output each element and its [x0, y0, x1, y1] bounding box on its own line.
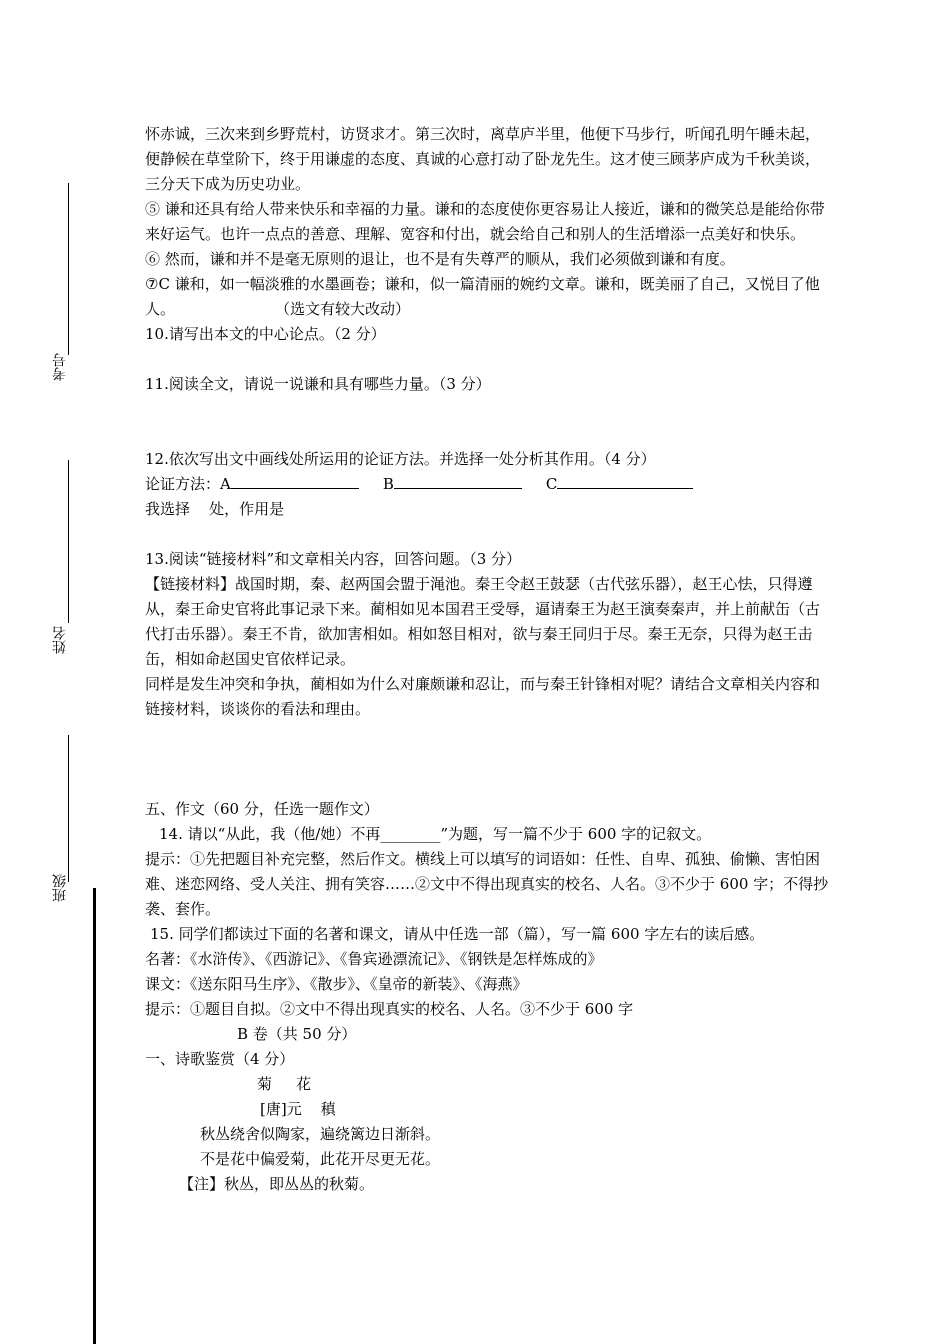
binding-rule: [93, 888, 96, 1344]
poem-line-2: 不是花中偏爱菊，此花开尽更无花。: [200, 1150, 441, 1168]
answer-space-10: [145, 347, 833, 372]
poem-author: [唐]元 稹: [260, 1100, 336, 1118]
poem-note: 【注】秋丛，即丛丛的秋菊。: [179, 1175, 375, 1193]
source-note: （选文有较大改动）: [275, 300, 411, 318]
question-13: 13.阅读“链接材料”和文章相关内容，回答问题。（3 分）: [145, 550, 522, 568]
essay-q15-texts: 课文：《送东阳马生序》、《散步》、《皇帝的新装》、《海燕》: [145, 975, 528, 993]
name-label: 姓名: [52, 626, 68, 654]
section-b-title: B 卷（共 50 分）: [237, 1025, 357, 1043]
q12-methods-row: [145, 472, 833, 497]
page-content: [145, 122, 833, 1197]
passage-paragraph-6: ⑥ 然而，谦和并不是毫无原则的退让，也不是有失尊严的顺从，我们必须做到谦和有度。: [145, 250, 735, 268]
answer-space-11: [145, 397, 833, 447]
passage-paragraph-4-tail: 怀赤诚，三次来到乡野荒村，访贤求才。第三次时，离草庐半里，他便下马步行，听闻孔明午睡未起，便静候在草堂阶下，终于用谦虚的态度、真诚的心意打动了卧龙先生。这才使三顾茅庐成为千秋美谈，三分天下成为历史功业。: [145, 125, 821, 193]
q12-b-label: B: [382, 475, 394, 493]
q13-material: 【链接材料】战国时期，秦、赵两国会盟于渑池。秦王令赵王鼓瑟（古代弦乐器），赵王心怯，只得遵从，秦王命史官将此事记录下来。蔺相如见本国君王受辱，逼请秦王为赵王演奏秦声，并上前献缶（古代打击乐器）。秦王不肯，欲加害相如。相如怒目相对，欲与秦王同归于尽。秦王无奈，只得为赵王击缶，相如命赵国史官依样记录。: [145, 575, 821, 668]
essay-q15-tip: 提示：①题目自拟。②文中不得出现真实的校名、人名。③不少于 600 字: [145, 1000, 634, 1018]
q12-c-blank[interactable]: [557, 474, 693, 489]
answer-space-13: [145, 722, 833, 797]
essay-q14-tip: 提示：①先把题目补充完整，然后作文。横线上可以填写的词语如：任性、自卑、孤独、偷懒、害怕困难、迷恋网络、受人关注、拥有笑容……②文中不得出现真实的校名、人名。③不少于 600 字；不得抄袭、套作。: [145, 850, 829, 918]
name-line: [68, 460, 69, 623]
q12-method-b: [383, 472, 522, 497]
class-label: 班级: [52, 874, 68, 902]
poem-line-1: 秋丛绕舍似陶家，遍绕篱边日渐斜。: [200, 1125, 441, 1143]
essay-question-14: 14. 请以“从此，我（他/她）不再________”为题，写一篇不少于 600 字的记叙文。: [159, 825, 712, 843]
q12-b-blank[interactable]: [394, 474, 522, 489]
answer-space-12: [145, 522, 833, 547]
passage-paragraph-7: [145, 272, 833, 322]
q12-c-label: C: [545, 475, 558, 493]
class-line: [68, 735, 69, 882]
essay-heading: 五、作文（60 分，任选一题作文）: [145, 800, 379, 818]
poem-title: 菊 花: [257, 1075, 313, 1093]
essay-question-15: 15. 同学们都读过下面的名著和课文，请从中任选一部（篇），写一篇 600 字左右的读后感。: [150, 925, 765, 943]
paragraph-7-text: ⑦C 谦和，如一幅淡雅的水墨画卷；谦和，似一篇清丽的婉约文章。谦和，既美丽了自己，又悦目了他人。: [145, 275, 820, 318]
question-10: 10.请写出本文的中心论点。（2 分）: [145, 325, 386, 343]
question-11: 11.阅读全文，请说一说谦和具有哪些力量。（3 分）: [145, 375, 491, 393]
q12-methods-label: 论证方法：: [145, 475, 221, 493]
q12-method-a: [220, 472, 359, 497]
q12-method-c: [546, 472, 693, 497]
q13-prompt: 同样是发生冲突和争执，蔺相如为什么对廉颇谦和忍让，而与秦王针锋相对呢？请结合文章相关内容和链接材料，谈谈你的看法和理由。: [145, 675, 821, 718]
q12-choose: 我选择 处，作用是: [145, 500, 285, 518]
passage-paragraph-5: ⑤ 谦和还具有给人带来快乐和幸福的力量。谦和的态度使你更容易让人接近，谦和的微笑总是能给你带来好运气。也许一点点的善意、理解、宽容和付出，就会给自己和别人的生活增添一点美好和快乐。: [145, 200, 825, 243]
exam-no-label: 考号: [52, 353, 68, 381]
q12-a-label: A: [220, 475, 231, 493]
q12-a-blank[interactable]: [231, 474, 359, 489]
exam-no-line: [68, 183, 69, 355]
essay-q15-books: 名著：《水浒传》、《西游记》、《鲁宾逊漂流记》、《钢铁是怎样炼成的》: [145, 950, 603, 968]
poetry-heading: 一、诗歌鉴赏（4 分）: [145, 1050, 295, 1068]
question-12: 12.依次写出文中画线处所运用的论证方法。并选择一处分析其作用。（4 分）: [145, 450, 656, 468]
